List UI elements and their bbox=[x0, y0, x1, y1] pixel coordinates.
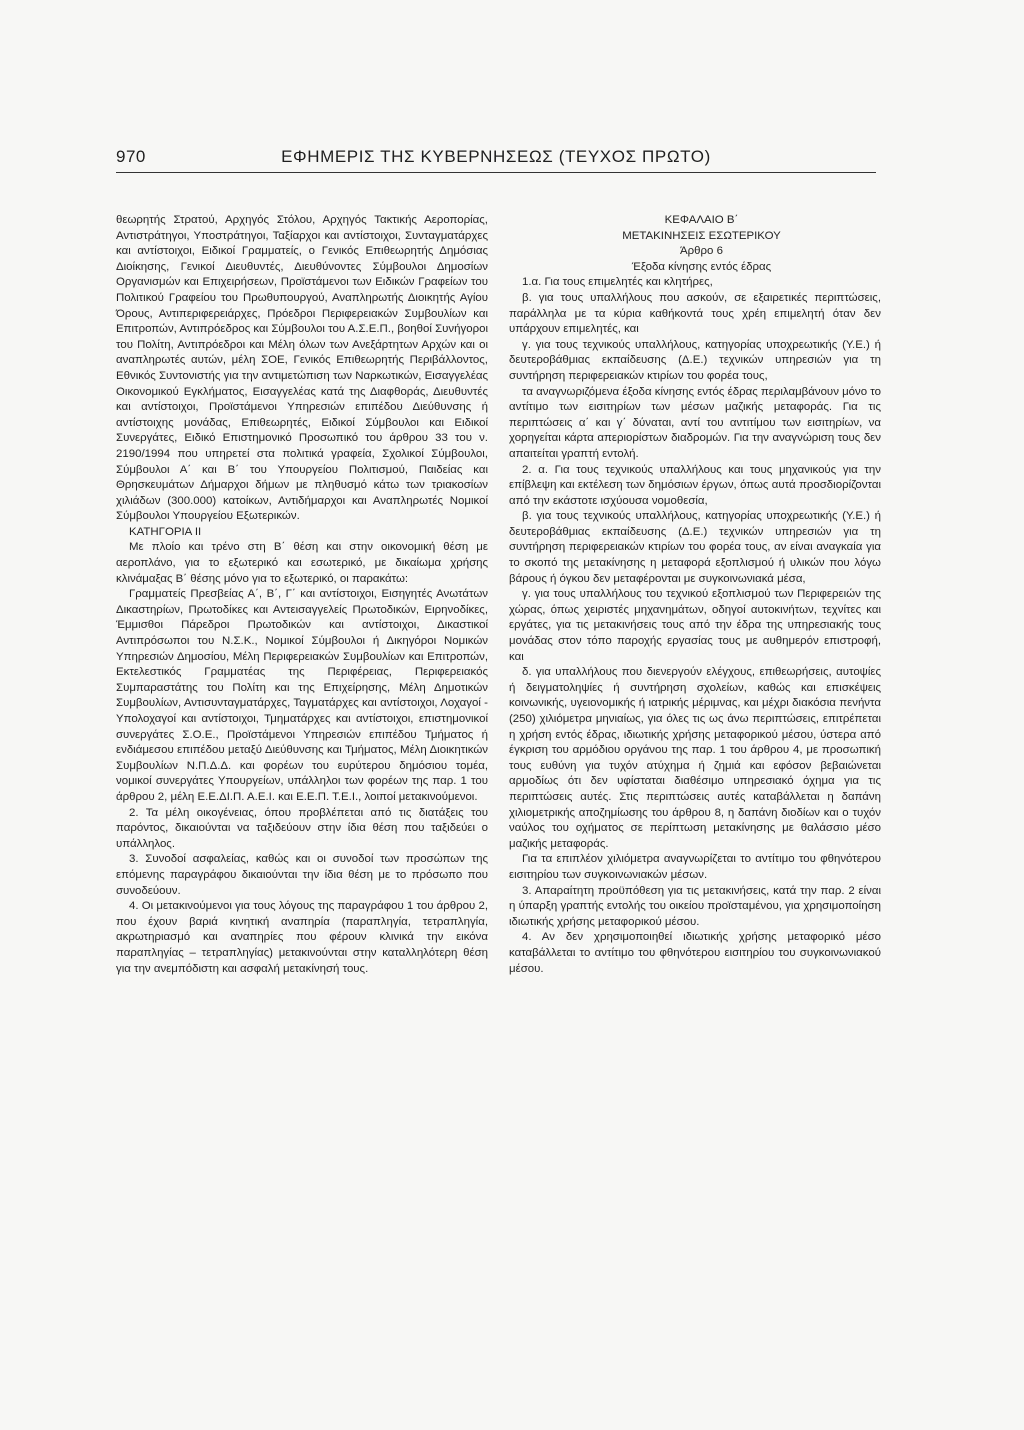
paragraph: θεωρητής Στρατού, Αρχηγός Στόλου, Αρχηγός Τακτικής Αεροπορίας, Αντιστράτηγοι, Υποστράτηγοι, Ταξίαρχοι και αντίστοιχοι, Συνταγματάρχες και αντίστοιχοι, Ειδικοί Γραμματείς, ο Γενικός Επιθεωρητής Δημόσιας Διοίκησης, Γενικοί Διευθυντές, Διευθύνοντες Σύμβουλοι Δημοσίων Οργανισμών και Επιχειρήσεων, Προϊστάμενοι των Ειδικών Γραφείων του Πολιτικού Γραφείου του Πρωθυπουργού, Αναπληρωτής Διοικητής Αγίου Όρους, Αντιπεριφερειάρχες, Πρόεδροι Περιφερειακών Συμβουλίων και Επιτροπών, Αντιπρόεδρος και Σύμβουλοι του Α.Σ.Ε.Π., βοηθοί Συνήγοροι του Πολίτη, Αντιπρόεδροι και Μέλη όλων των Ανεξάρτητων Αρχών και οι αναπληρωτές αυτών, μέλη ΣΟΕ, Γενικός Επιθεωρητής Περιβάλλοντος, Εθνικός Συντονιστής για την αντιμετώπιση των Ναρκωτικών, Εισαγγελέας Οικονομικού Εγκλήματος, Εισαγγελέας κατά της Διαφθοράς, Διευθυντές και αντίστοιχοι, Προϊστάμενοι Υπηρεσιών επιπέδου Διεύθυνσης ή αντίστοιχης μονάδας, Επιθεωρητές, Ειδικοί Σύμβουλοι και Ειδικοί Συνεργάτες, Ειδικό Επιστημονικό Προσωπικό του άρθρου 33 του ν. 2190/1994 που υπηρετεί στα πολιτικά γραφεία, Σχολικοί Σύμβουλοι, Σύμβουλοι Α΄ και Β΄ του Υπουργείου Πολιτισμού, Παιδείας και Θρησκευμάτων Δήμαρχοι δήμων με πληθυσμό κάτω των τριακοσίων χιλιάδων (300.000) κατοίκων, Αντιδήμαρχοι και Αναπληρωτές Νομικοί Σύμβουλοι Υπουργείου Εξωτερικών. bbox=[116, 214, 488, 523]
article-number: Άρθρο 6 bbox=[680, 245, 723, 258]
paragraph: 3. Απαραίτητη προϋπόθεση για τις μετακινήσεις, κατά την παρ. 2 είναι η ύπαρξη γραπτής εντολής του οικείου προϊσταμένου, για χρησιμοποίηση ιδιωτικής χρήσης μεταφορικού μέσου. bbox=[509, 884, 881, 928]
left-column bbox=[116, 213, 488, 977]
paragraph: Για τα επιπλέον χιλιόμετρα αναγνωρίζεται το αντίτιμο του φθηνότερου εισιτηρίου των συγκοινωνιακών μέσων. bbox=[509, 853, 881, 881]
paragraph: β. για τους τεχνικούς υπαλλήλους, κατηγορίας υποχρεωτικής (Υ.Ε.) ή δευτεροβάθμιας εκπαίδευσης (Δ.Ε.) τεχνικών υπηρεσιών για τη συντήρηση περιφερειακών κτιρίων του φορέα τους, αν είναι αναγκαία για το σκοπό της μετακίνησης η μεταφορά εξοπλισμού ή υλικών που λόγω βάρους ή όγκου δεν μεταφέρονται με συγκοινωνιακά μέσα, bbox=[509, 510, 881, 585]
paragraph: γ. για τους υπαλλήλους του τεχνικού εξοπλισμού των Περιφερειών της χώρας, όπως χειριστές μηχανημάτων, οδηγοί αυτοκινήτων, τεχνίτες και εργάτες, για τις μετακινήσεις τους από την έδρα της υπηρεσιακής τους μονάδας στον τόπο παροχής εργασίας τους με αυθημερόν επιστροφή, και bbox=[509, 588, 881, 663]
category-heading: ΚΑΤΗΓΟΡΙΑ ΙΙ bbox=[129, 525, 202, 538]
paragraph: τα αναγνωριζόμενα έξοδα κίνησης εντός έδρας περιλαμβάνουν μόνο το αντίτιμο των εισιτηρίων των μέσων μαζικής μεταφοράς. Για τις περιπτώσεις α΄ και γ΄ δύναται, αντί του αντιτίμου των εισιτηρίων, να χορηγείται κάρτα απεριορίστων διαδρομών. Για την αναγνώριση τους δεν απαιτείται γραπτή εντολή. bbox=[509, 385, 882, 460]
header-rule bbox=[116, 172, 876, 173]
paragraph: 2. α. Για τους τεχνικούς υπαλλήλους και τους μηχανικούς για την επίβλεψη και εκτέλεση των δημόσιων έργων, όπως αυτά προσδιορίζονται από την εκάστοτε ισχύουσα νομοθεσία, bbox=[509, 463, 881, 507]
paragraph: 4. Αν δεν χρησιμοποιηθεί ιδιωτικής χρήσης μεταφορικό μέσο καταβάλλεται το αντίτιμο του φθηνότερου εισιτηρίου του συγκοινωνιακού μέσου. bbox=[509, 931, 881, 975]
paragraph: Με πλοίο και τρένο στη Β΄ θέση και στην οικονομική θέση με αεροπλάνο, για το εξωτερικό και εσωτερικό, με δικαίωμα χρήσης κλινάμαξας Β΄ θέσης μόνο για το εξωτερικό, οι παρακάτω: bbox=[116, 541, 488, 585]
chapter-number: ΚΕΦΑΛΑΙΟ Β΄ bbox=[664, 214, 739, 226]
article-title: Έξοδα κίνησης εντός έδρας bbox=[631, 260, 772, 273]
paragraph: Γραμματείς Πρεσβείας Α΄, Β΄, Γ΄ και αντίστοιχοι, Εισηγητές Ανωτάτων Δικαστηρίων, Πρωτοδίκες και Αντεισαγγελείς Πρωτοδικών, Ειρηνοδίκες, Έμμισθοι Πάρεδροι Πρωτοδικών και αντίστοιχοι, Δικαστικοί Αντιπρόσωποι του Ν.Σ.Κ., Νομικοί Σύμβουλοι ή Δικηγόροι Νομικών Υπηρεσιών Δημοσίου, Μέλη Περιφερειακών Συμβουλίων και Επιτροπών, Εκτελεστικός Γραμματέας της Περιφέρειας, Περιφερειακός Συμπαραστάτης του Πολίτη και της Επιχείρησης, Μέλη Δημοτικών Συμβουλίων, Αντισυνταγματάρχες, Ταγματάρχες και αντίστοιχοι, Λοχαγοί - Υπολοχαγοί και αντίστοιχοι, Τμηματάρχες και αντίστοιχοι, επιστημονικοί συνεργάτες Σ.Ο.Ε., Προϊστάμενοι Υπηρεσιών επιπέδου Τμήματος ή ενδιάμεσου επιπέδου μεταξύ Διεύθυνσης και Τμήματος, Μέλη Διοικητικών Συμβουλίων Ν.Π.Δ.Δ. και φορέων του ευρύτερου δημόσιου τομέα, νομικοί συνεργάτες Υπουργείων, υπάλληλοι των φορέων της παρ. 1 του άρθρου 2, μέλη Ε.Ε.ΔΙ.Π. Α.Ε.Ι. και Ε.Ε.Π. Τ.Ε.Ι., λοιποί μετακινούμενοι. bbox=[116, 588, 488, 803]
paragraph: β. για τους υπαλλήλους που ασκούν, σε εξαιρετικές περιπτώσεις, παράλληλα με τα κύρια καθήκοντά τους χρέη επιμελητή όταν δεν υπάρχουν επιμελητές, και bbox=[509, 291, 881, 336]
chapter-title: ΜΕΤΑΚΙΝΗΣΕΙΣ ΕΣΩΤΕΡΙΚΟΥ bbox=[622, 229, 781, 242]
right-column bbox=[509, 213, 881, 977]
paragraph: 2. Τα μέλη οικογένειας, όπου προβλέπεται από τις διατάξεις του παρόντος, δικαιούνται να ταξιδεύουν στην ίδια θέση που ταξιδεύει ο υπάλληλος. bbox=[116, 806, 488, 850]
page-header bbox=[116, 147, 876, 173]
paragraph: δ. για υπαλλήλους που διενεργούν ελέγχους, επιθεωρήσεις, αυτοψίες ή δειγματοληψίες ή συντήρηση σχολείων, καθώς και επισκέψεις κοινωνικής, υγειονομικής ή ιατρικής μέριμνας, και μέχρι διακόσια πενήντα (250) χιλιόμετρα μηνιαίως, για όλες τις ως άνω περιπτώσεις, επιτρέπεται η χρήση εντός έδρας, ιδιωτικής χρήσης μεταφορικού μέσου, ύστερα από έγκριση του αρμόδιου οργάνου της παρ. 1 του άρθρου 4, με προσωπική τους ευθύνη για τυχόν ατύχημα ή ζημιά και εφόσον βεβαιώνεται αρμοδίως ότι δεν υφίσταται διαθέσιμο υπηρεσιακό όχημα για τις περιπτώσεις αυτές. Στις περιπτώσεις αυτές καταβάλλεται η δαπάνη χιλιομετρικής αποζημίωσης του άρθρου 8, η δαπάνη διοδίων και ο τυχόν ναύλος του οχήματος σε περίπτωση μετακίνησης με θαλάσσιο μέσο μαζικής μεταφοράς. bbox=[509, 666, 881, 850]
paragraph: γ. για τους τεχνικούς υπαλλήλους, κατηγορίας υποχρεωτικής (Υ.Ε.) ή δευτεροβάθμιας εκπαίδευσης (Δ.Ε.) τεχνικών υπηρεσιών για τη συντήρηση περιφερειακών κτιρίων του φορέα τους, bbox=[509, 338, 881, 382]
paragraph: 1.α. Για τους επιμελητές και κλητήρες, bbox=[522, 276, 713, 289]
paragraph: 4. Οι μετακινούμενοι για τους λόγους της παραγράφου 1 του άρθρου 2, που έχουν βαριά κινητική αναπηρία (παραπληγία, τετραπληγία, ακρωτηριασμό και αναπηρίες που φέρουν κλινικά την εικόνα παραπληγίας – τετραπληγίας) μετακινούνται στην καταλληλότερη θέση για την ανεμπόδιστη και ασφαλή μετακίνησή τους. bbox=[116, 900, 488, 975]
journal-title: ΕΦΗΜΕΡΙΣ ΤΗΣ ΚΥΒΕΡΝΗΣΕΩΣ (ΤΕΥΧΟΣ ΠΡΩΤΟ) bbox=[281, 147, 711, 166]
paragraph: 3. Συνοδοί ασφαλείας, καθώς και οι συνοδοί των προσώπων της επόμενης παραγράφου δικαιούνται την ίδια θέση με το πρόσωπο που συνοδεύουν. bbox=[116, 853, 488, 897]
page-number: 970 bbox=[116, 147, 146, 166]
